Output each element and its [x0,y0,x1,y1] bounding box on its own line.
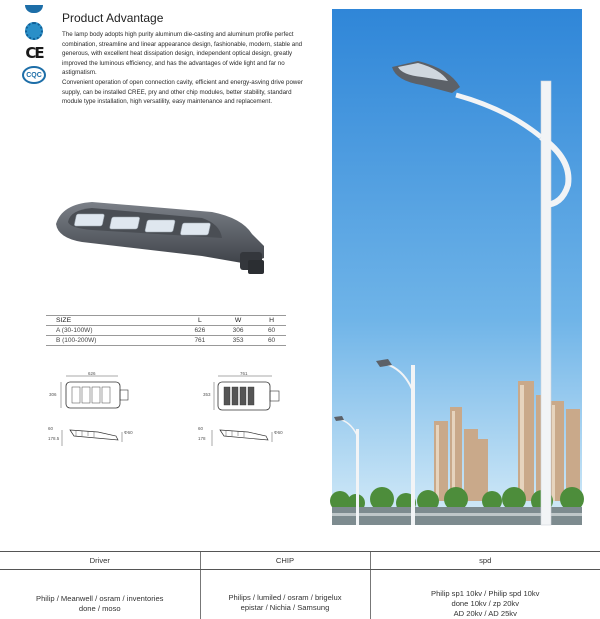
drawing-a-depth-label: 178.5 [48,436,59,441]
street-lamp-product-image [52,198,267,280]
street-light-scene-image [332,9,582,525]
header-spd: spd [370,552,600,570]
spd-line-3: AD 20kv / AD 25kv [371,609,600,619]
spec-header-w: W [219,316,257,326]
spd-line-1: Philip sp1 10kv / Philip spd 10kv [371,589,600,599]
gear-cert-icon [22,22,46,40]
size-spec-table [46,315,286,346]
drawing-a-top-view [58,372,130,416]
product-description [62,30,308,107]
table-cell: 306 [219,326,257,336]
top-cert-icon [22,0,46,18]
header-chip: CHIP [200,552,370,570]
spd-line-2: done 10kv / zp 20kv [371,599,600,609]
driver-line-2: done / moso [0,604,200,614]
drawing-b-depth-label: 178 [198,436,206,441]
drawing-b-diameter-label: Φ60 [274,430,283,435]
chip-cell [200,570,370,619]
drawing-b-width-label: 353 [203,392,211,397]
ce-mark-icon: CE [22,44,46,62]
table-row [0,570,600,619]
table-row [46,336,286,346]
description-paragraph-1: The lamp body adopts high purity aluminum die-casting and aluminum profile perfect combination, streamline and linear appearance design, fashionable, modern, stable and generous, with excellent heat dissipation design, independent optical design, greatly improved the luminous efficiency, and has the advantages of wide light and far no astigmatism. [62,30,308,78]
chip-line-2: epistar / Nichia / Samsung [201,603,370,613]
page-title: Product Advantage [62,11,163,25]
drawing-a-side-view [58,424,130,450]
table-row [46,316,286,326]
table-row [0,552,600,570]
table-cell: 626 [181,326,219,336]
chip-line-1: Philips / lumiled / osram / brigelux [201,593,370,603]
components-table [0,551,600,619]
drawing-a-length-label: 626 [88,371,96,376]
table-cell: B (100-200W) [46,336,181,346]
description-paragraph-2: Convenient operation of open connection cavity, efficient and energy-asving drive power supply, can be installed CREE, pry and other chip modules, better stability, standard module type installation, high versatility, easy maintenance and replacement. [62,78,308,107]
table-cell: 353 [219,336,257,346]
spec-header-size: SIZE [46,316,181,326]
table-cell: 60 [257,336,286,346]
spec-header-l: L [181,316,219,326]
driver-line-1: Philip / Meanwell / osram / inventories [0,594,200,604]
spec-header-h: H [257,316,286,326]
table-cell: A (30-100W) [46,326,181,336]
drawing-b-side-view [206,424,282,450]
table-cell: 60 [257,326,286,336]
spd-cell [370,570,600,619]
drawing-a-diameter-label: Φ60 [124,430,133,435]
certification-column [22,0,48,88]
drawing-a-width-label: 306 [49,392,57,397]
cqc-mark-icon: CQC [22,66,46,84]
table-row [46,326,286,336]
header-driver: Driver [0,552,200,570]
drawing-b-length-label: 761 [240,371,248,376]
table-cell: 761 [181,336,219,346]
drawing-a-height-label: 60 [48,426,53,431]
drawing-b-top-view [212,372,286,416]
driver-cell [0,570,200,619]
drawing-b-height-label: 60 [198,426,203,431]
